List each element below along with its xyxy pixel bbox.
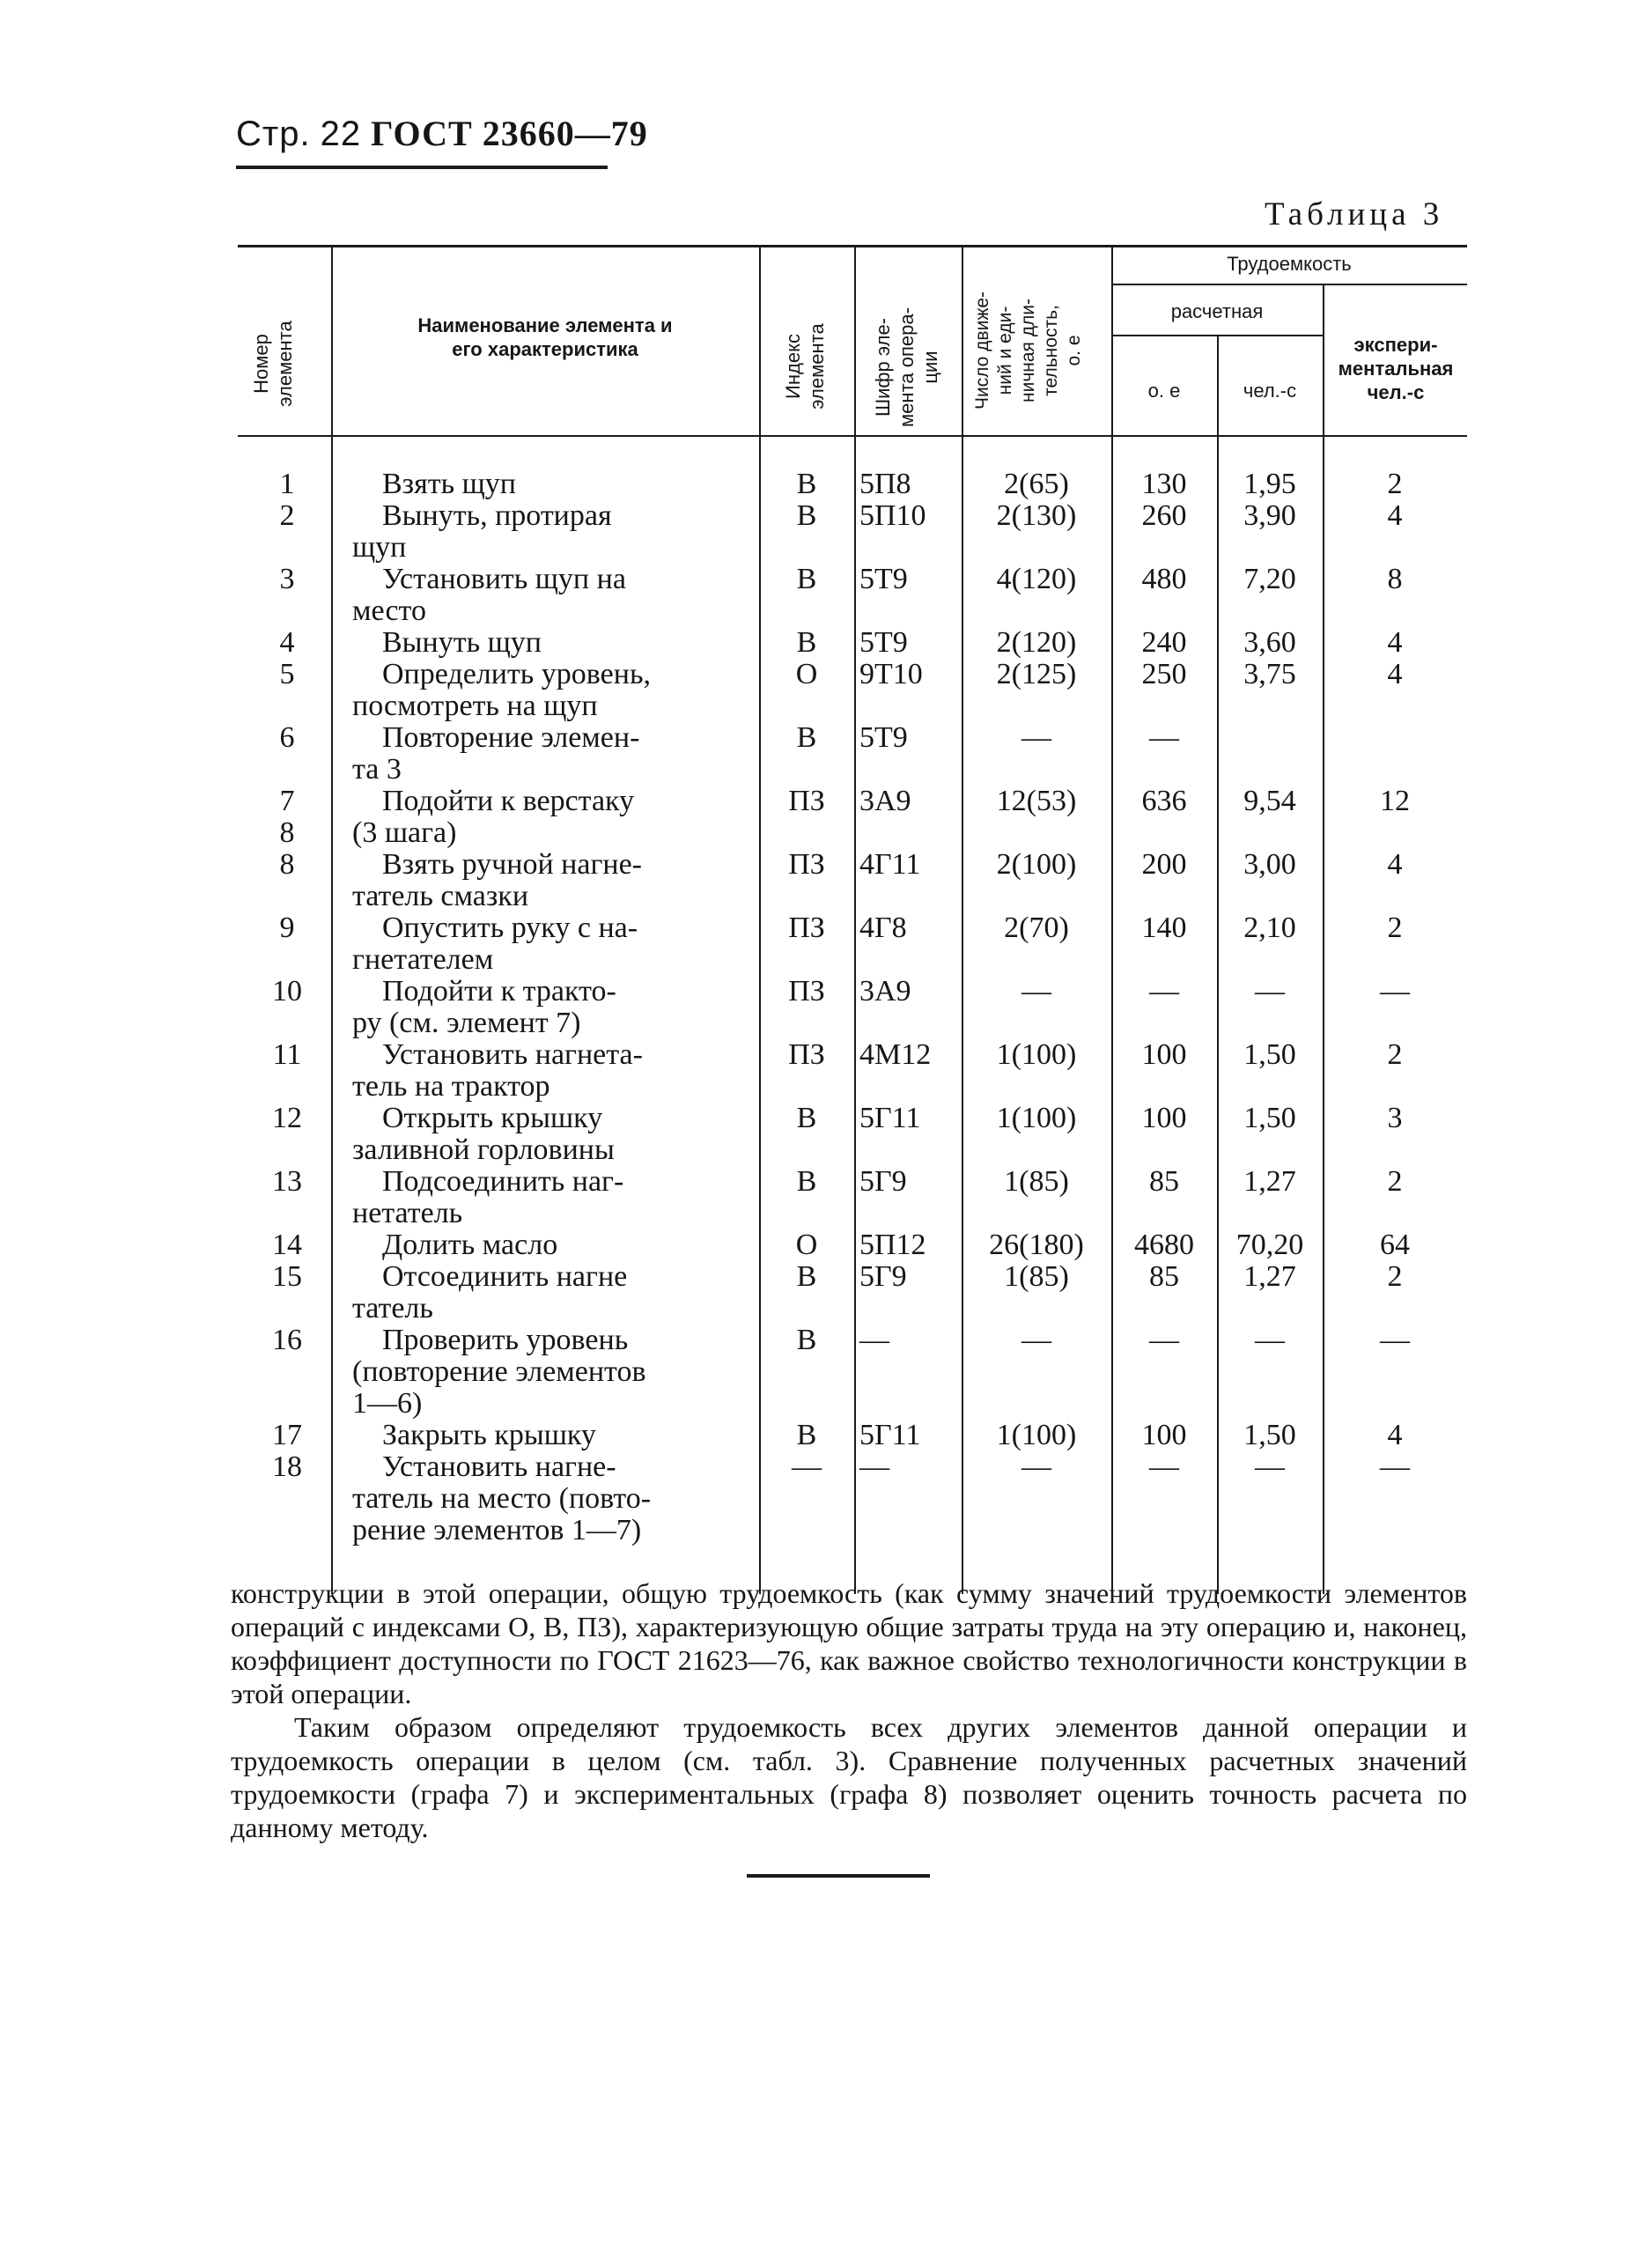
cell-name	[352, 659, 740, 722]
cell-code: 5Т9	[859, 626, 908, 659]
cell-code: 9Т10	[859, 658, 923, 690]
cell-name	[352, 1229, 740, 1261]
cell-moves: 4(120)	[996, 563, 1077, 595]
cell-num: 1	[279, 468, 295, 500]
name-line: Установить нагнета-	[382, 1038, 643, 1071]
cell-code: 5Г9	[859, 1260, 907, 1293]
cell-moves: 2(120)	[996, 626, 1077, 659]
cell-name	[352, 564, 740, 627]
cell-oe: 130	[1141, 468, 1187, 500]
col-divider	[1323, 284, 1324, 1594]
cell-num: 2	[279, 499, 295, 532]
cell-oe: 100	[1141, 1419, 1187, 1451]
cell-code: 5П10	[859, 499, 926, 532]
name-line: Вынуть, протирая	[382, 499, 612, 532]
cell-chs: —	[1255, 975, 1285, 1008]
cell-exp: 2	[1387, 1260, 1403, 1293]
col-header-code: Шифр эле- мента опера- ции	[872, 307, 941, 427]
name-line: Установить щуп на	[382, 563, 626, 595]
name-line: Закрыть крышку	[382, 1419, 596, 1451]
cell-name	[352, 1103, 740, 1166]
cell-index: В	[796, 1419, 817, 1451]
cell-name	[352, 912, 740, 976]
name-line: татель на место (повто-	[352, 1482, 652, 1515]
cell-moves: —	[1021, 975, 1051, 1008]
cell-exp: 2	[1387, 1038, 1403, 1071]
cell-index: —	[792, 1450, 822, 1483]
name-line: Отсоединить нагне	[382, 1260, 628, 1293]
cell-chs: 1,50	[1243, 1038, 1296, 1071]
body-text	[231, 1576, 1467, 1844]
cell-index: В	[796, 626, 817, 659]
cell-name	[352, 786, 740, 849]
cell-oe: 240	[1141, 626, 1187, 659]
name-line: Подойти к тракто-	[382, 975, 616, 1008]
cell-chs: 1,95	[1243, 468, 1296, 500]
cell-exp: 64	[1380, 1229, 1410, 1261]
col-header-labor: Трудоемкость	[1227, 253, 1352, 275]
cell-oe: 85	[1149, 1165, 1179, 1198]
cell-code: 5Г9	[859, 1165, 907, 1198]
cell-chs: 9,54	[1243, 785, 1296, 817]
cell-moves: 2(100)	[996, 848, 1077, 881]
cell-num: 6	[279, 721, 295, 754]
cell-moves: —	[1021, 721, 1051, 754]
cell-num: 13	[272, 1165, 302, 1198]
cell-oe: —	[1149, 721, 1179, 754]
cell-name	[352, 849, 740, 912]
cell-name	[352, 1325, 740, 1420]
cell-exp: 2	[1387, 1165, 1403, 1198]
name-line: Проверить уровень	[382, 1324, 629, 1356]
cell-exp: 4	[1387, 1419, 1403, 1451]
cell-index: В	[796, 499, 817, 532]
name-line: Подсоединить наг-	[382, 1165, 624, 1198]
col-header-calc-chs: чел.-с	[1243, 380, 1297, 402]
cell-moves: 12(53)	[996, 785, 1077, 817]
name-line: Открыть крышку	[382, 1102, 603, 1134]
cell-num: 8	[279, 848, 295, 881]
cell-code: 5Т9	[859, 563, 908, 595]
name-line: гнетателем	[352, 943, 494, 976]
cell-moves: 2(130)	[996, 499, 1077, 532]
cell-chs: 1,27	[1243, 1260, 1296, 1293]
cell-chs: 1,50	[1243, 1419, 1296, 1451]
cell-num: 4	[279, 626, 295, 659]
name-line: щуп	[352, 531, 407, 564]
cell-moves: 1(85)	[1004, 1165, 1069, 1198]
cell-index: ПЗ	[788, 848, 825, 881]
name-line: рение элементов 1—7)	[352, 1514, 642, 1546]
cell-chs: 70,20	[1235, 1229, 1304, 1261]
cell-code: 5Г11	[859, 1102, 921, 1134]
cell-moves: 2(125)	[996, 658, 1077, 690]
col-divider	[962, 247, 963, 1594]
table-caption: Таблица 3	[1265, 196, 1444, 233]
cell-oe: 250	[1141, 658, 1187, 690]
cell-chs: 3,00	[1243, 848, 1296, 881]
cell-exp: 4	[1387, 499, 1403, 532]
cell-num: 7 8	[279, 785, 295, 849]
cell-exp: 12	[1380, 785, 1410, 817]
cell-num: 11	[272, 1038, 302, 1071]
cell-name	[352, 627, 740, 659]
end-rule	[747, 1874, 930, 1878]
col-header-calc: расчетная	[1170, 300, 1264, 322]
cell-oe: 100	[1141, 1102, 1187, 1134]
cell-name	[352, 1420, 740, 1451]
cell-num: 16	[272, 1324, 302, 1356]
cell-num: 9	[279, 912, 295, 944]
col-header-name: Наименование элемента и его характеристика	[417, 314, 673, 360]
cell-code: 4Г11	[859, 848, 921, 881]
cell-chs: —	[1255, 1324, 1285, 1356]
cell-index: В	[796, 1260, 817, 1293]
cell-exp: —	[1380, 975, 1410, 1008]
cell-index: О	[795, 658, 818, 690]
paragraph: конструкции в этой операции, общую трудоемкость (как сумму значений трудоемкости элементов операций с индексами О, В, ПЗ), характеризующую общие затраты труда на эту операцию и, наконец, коэффициент доступности по ГОСТ 21623—76, как важное свойство технологичности конструкции в этой операции.	[231, 1577, 1467, 1709]
header-underline	[236, 166, 608, 169]
cell-index: В	[796, 1102, 817, 1134]
name-line: та 3	[352, 753, 402, 786]
cell-moves: 2(65)	[1004, 468, 1069, 500]
page-number: 22	[320, 114, 362, 153]
name-line: Установить нагне-	[382, 1450, 616, 1483]
col-divider	[1111, 247, 1113, 1594]
name-line: тель на трактор	[352, 1070, 550, 1103]
cell-moves: —	[1021, 1324, 1051, 1356]
cell-oe: 4680	[1134, 1229, 1194, 1261]
cell-oe: 140	[1141, 912, 1187, 944]
cell-index: В	[796, 1324, 817, 1356]
cell-oe: 85	[1149, 1260, 1179, 1293]
name-line: ру (см. элемент 7)	[352, 1007, 581, 1039]
name-line: заливной горловины	[352, 1133, 615, 1166]
cell-index: В	[796, 468, 817, 500]
name-line: 1—6)	[352, 1387, 423, 1420]
cell-code: 3А9	[859, 785, 911, 817]
cell-index: ПЗ	[788, 1038, 825, 1071]
cell-index: ПЗ	[788, 785, 825, 817]
cell-index: О	[795, 1229, 818, 1261]
name-line: нетатель	[352, 1197, 463, 1229]
cell-index: В	[796, 563, 817, 595]
running-header	[236, 113, 648, 154]
paragraph: Таким образом определяют трудоемкость всех других элементов данной операции и трудоемкость операции в целом (см. табл. 3). Сравнение полученных расчетных значений трудоемкости (графа 7) и экспериментальных (графа 8) позволяет оценить точность расчета по данному методу.	[231, 1711, 1467, 1843]
cell-name	[352, 1166, 740, 1229]
name-line: Вынуть щуп	[382, 626, 542, 659]
cell-index: ПЗ	[788, 975, 825, 1008]
cell-code: 5Т9	[859, 721, 908, 754]
cell-name	[352, 976, 740, 1039]
col-header-number: Номер элемента	[250, 321, 296, 407]
cell-chs: 3,75	[1243, 658, 1296, 690]
cell-chs: —	[1255, 1450, 1285, 1483]
cell-code: 5П8	[859, 468, 911, 500]
name-line: (повторение элементов	[352, 1355, 646, 1388]
cell-num: 3	[279, 563, 295, 595]
page-label: Стр.	[236, 114, 311, 153]
name-line: Опустить руку с на-	[382, 912, 638, 944]
cell-num: 12	[272, 1102, 302, 1134]
cell-exp: 4	[1387, 658, 1403, 690]
cell-name	[352, 1039, 740, 1103]
name-line: Взять ручной нагне-	[382, 848, 642, 881]
cell-moves: 1(100)	[996, 1419, 1077, 1451]
name-line: место	[352, 594, 426, 627]
cell-chs: 3,60	[1243, 626, 1296, 659]
cell-name	[352, 722, 740, 786]
name-line: (3 шага)	[352, 816, 457, 849]
cell-moves: 1(85)	[1004, 1260, 1069, 1293]
cell-code: 3А9	[859, 975, 911, 1008]
cell-name	[352, 500, 740, 564]
col-header-movements: Число движе- ний и еди- ничная дли- тельность, о. е	[972, 291, 1084, 410]
cell-oe: 100	[1141, 1038, 1187, 1071]
cell-chs: 3,90	[1243, 499, 1296, 532]
col-header-experimental: экспери- ментальная чел.-с	[1338, 334, 1454, 403]
standard-designation: ГОСТ 23660—79	[371, 114, 648, 153]
cell-code: —	[859, 1324, 889, 1356]
name-line: татель смазки	[352, 880, 529, 912]
cell-name	[352, 1451, 740, 1546]
cell-oe: —	[1149, 1450, 1179, 1483]
cell-oe: 260	[1141, 499, 1187, 532]
cell-moves: 1(100)	[996, 1038, 1077, 1071]
name-line: Подойти к верстаку	[382, 785, 635, 817]
cell-name	[352, 1261, 740, 1325]
cell-num: 18	[272, 1450, 302, 1483]
cell-num: 5	[279, 658, 295, 690]
name-line: посмотреть на щуп	[352, 690, 598, 722]
cell-oe: 200	[1141, 848, 1187, 881]
col-header-calc-oe: о. е	[1147, 380, 1181, 402]
cell-code: 5Г11	[859, 1419, 921, 1451]
cell-moves: —	[1021, 1450, 1051, 1483]
cell-num: 10	[272, 975, 302, 1008]
cell-exp: 2	[1387, 912, 1403, 944]
cell-index: ПЗ	[788, 912, 825, 944]
cell-moves: 1(100)	[996, 1102, 1077, 1134]
cell-exp: 2	[1387, 468, 1403, 500]
name-line: Повторение элемен-	[382, 721, 640, 754]
cell-exp: —	[1380, 1324, 1410, 1356]
cell-code: 4М12	[859, 1038, 932, 1071]
col-header-index: Индекс элемента	[782, 323, 828, 410]
cell-exp: 8	[1387, 563, 1403, 595]
cell-oe: —	[1149, 1324, 1179, 1356]
cell-exp: 4	[1387, 626, 1403, 659]
cell-code: —	[859, 1450, 889, 1483]
name-line: татель	[352, 1292, 433, 1325]
col-divider	[759, 247, 761, 1594]
cell-chs: 1,27	[1243, 1165, 1296, 1198]
cell-index: В	[796, 1165, 817, 1198]
cell-moves: 26(180)	[989, 1229, 1084, 1261]
col-divider	[1217, 335, 1219, 1594]
col-divider	[331, 247, 333, 1594]
cell-moves: 2(70)	[1004, 912, 1069, 944]
cell-num: 14	[272, 1229, 302, 1261]
cell-name	[352, 469, 740, 500]
cell-index: В	[796, 721, 817, 754]
cell-oe: 636	[1141, 785, 1187, 817]
labor-group-rule	[1111, 284, 1467, 285]
cell-code: 5П12	[859, 1229, 926, 1261]
table-header-rule	[238, 435, 1467, 437]
cell-exp: 4	[1387, 848, 1403, 881]
cell-exp: —	[1380, 1450, 1410, 1483]
cell-chs: 1,50	[1243, 1102, 1296, 1134]
name-line: Определить уровень,	[382, 658, 651, 690]
cell-oe: —	[1149, 975, 1179, 1008]
col-divider	[854, 247, 856, 1594]
table-top-rule	[238, 245, 1467, 247]
cell-exp: 3	[1387, 1102, 1403, 1134]
cell-num: 15	[272, 1260, 302, 1293]
cell-chs: 2,10	[1243, 912, 1296, 944]
cell-oe: 480	[1141, 563, 1187, 595]
name-line: Долить масло	[382, 1229, 558, 1261]
calc-group-rule	[1111, 335, 1323, 336]
name-line: Взять щуп	[382, 468, 516, 500]
cell-num: 17	[272, 1419, 302, 1451]
cell-chs: 7,20	[1243, 563, 1296, 595]
cell-code: 4Г8	[859, 912, 907, 944]
